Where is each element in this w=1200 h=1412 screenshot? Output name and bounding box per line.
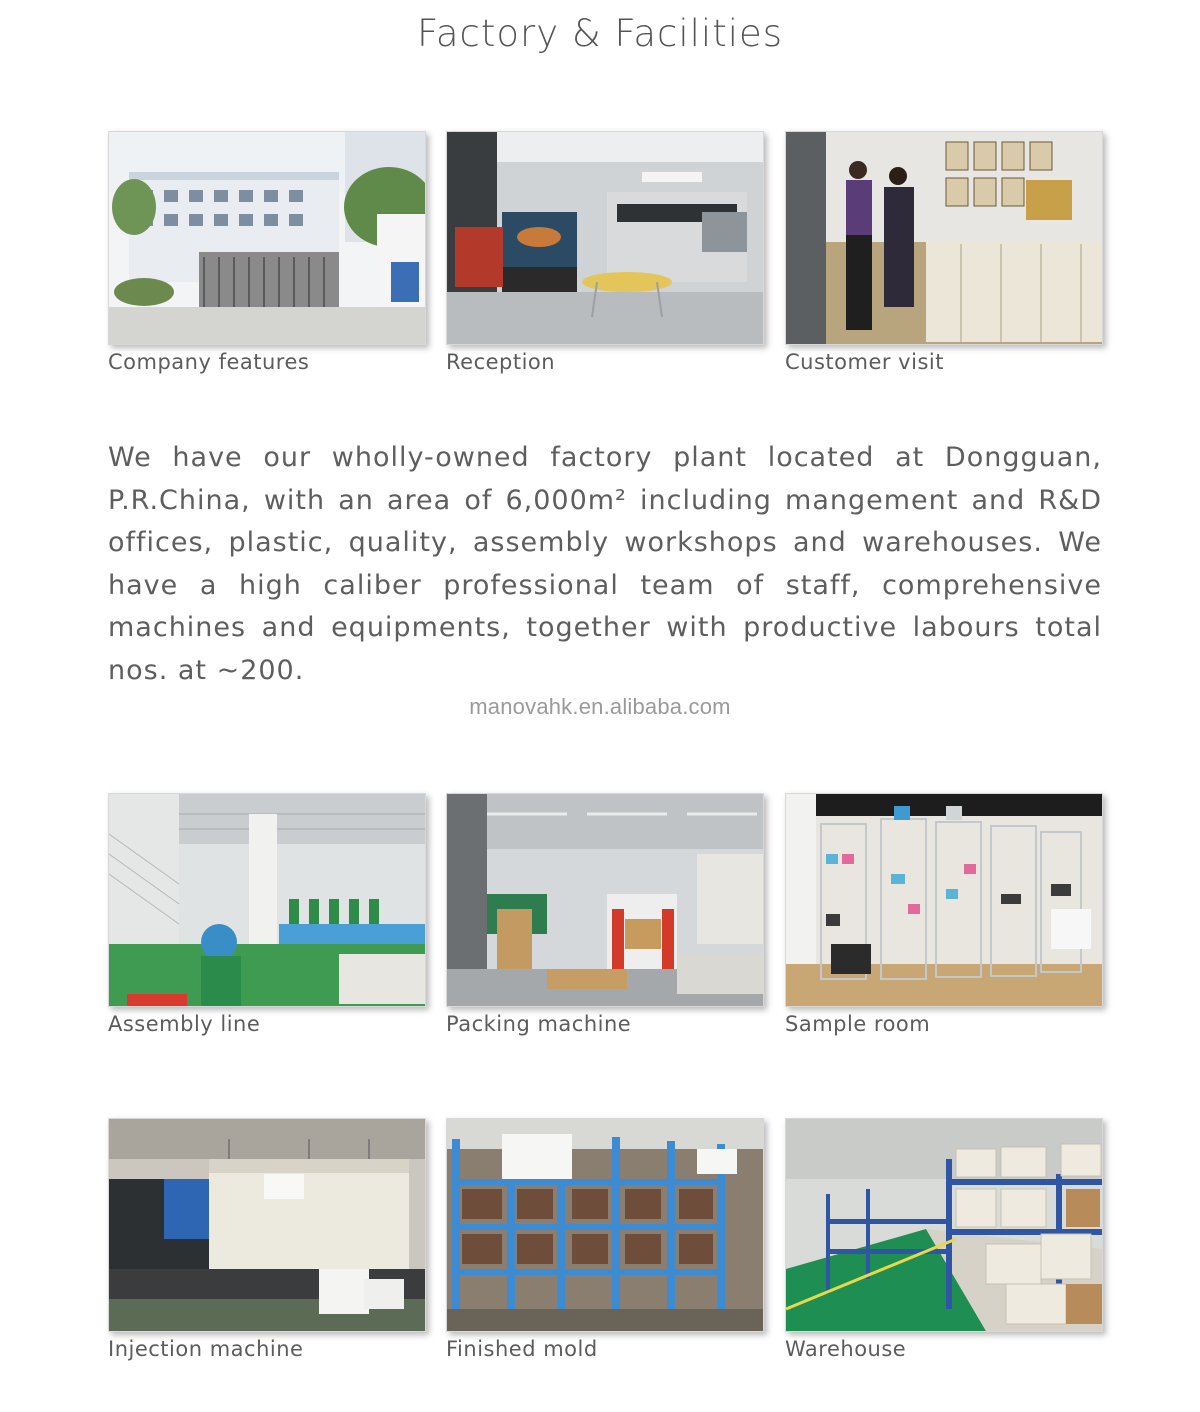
photo-card-packing-machine	[446, 793, 764, 1036]
page-title: Factory & Facilities	[416, 12, 784, 55]
photo-caption: Customer visit	[785, 350, 944, 374]
photo-card-reception	[446, 131, 764, 374]
watermark-url: manovahk.en.alibaba.com	[469, 694, 731, 719]
photo-caption: Warehouse	[785, 1337, 907, 1361]
company-description: We have our wholly-owned factory plant located at Dongguan, P.R.China, with an area of 6,000m² including mangement and R&D offices, plastic, quality, assembly workshops and warehouses. We have a high caliber professional team of staff, comprehensive machines and equipments, together with productive labours total nos. at ~200.	[108, 442, 1102, 686]
photo-caption: Reception	[446, 350, 556, 374]
customer-visit-photo	[785, 131, 1103, 345]
photo-caption: Packing machine	[446, 1012, 632, 1036]
warehouse-photo	[785, 1118, 1103, 1332]
photo-caption: Injection machine	[108, 1337, 304, 1361]
photo-card-injection-machine	[108, 1118, 426, 1361]
photo-caption: Sample room	[785, 1012, 931, 1036]
photo-caption: Company features	[108, 350, 310, 374]
photo-card-assembly-line	[108, 793, 426, 1036]
photo-card-company-features	[108, 131, 426, 374]
photo-card-finished-mold	[446, 1118, 764, 1361]
sample-room-photo	[785, 793, 1103, 1007]
reception-photo	[446, 131, 764, 345]
assembly-line-photo	[108, 793, 426, 1007]
packing-machine-photo	[446, 793, 764, 1007]
photo-card-warehouse	[785, 1118, 1103, 1361]
company-building-photo	[108, 131, 426, 345]
finished-mold-photo	[446, 1118, 764, 1332]
photo-caption: Assembly line	[108, 1012, 261, 1036]
photo-caption: Finished mold	[446, 1337, 598, 1361]
injection-machine-photo	[108, 1118, 426, 1332]
photo-card-sample-room	[785, 793, 1103, 1036]
photo-card-customer-visit	[785, 131, 1103, 374]
